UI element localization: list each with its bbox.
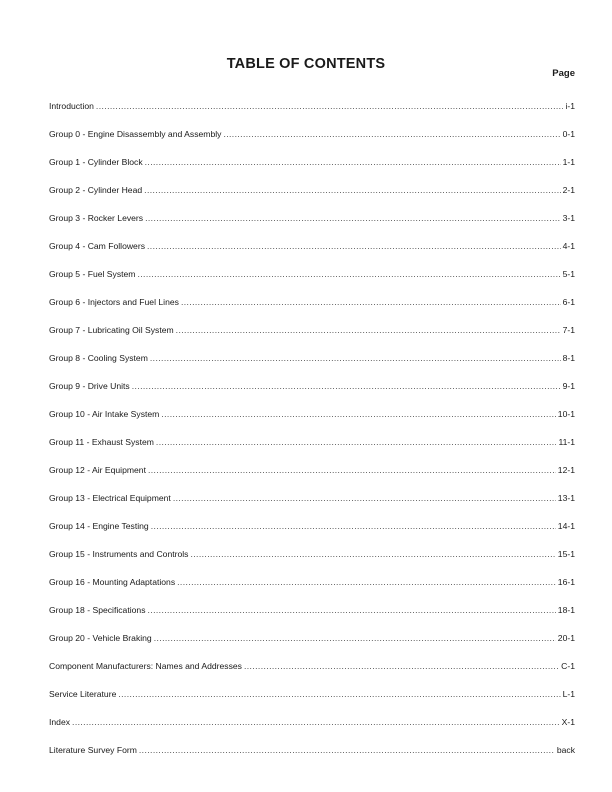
toc-entry-page: 20-1 [557, 633, 575, 643]
toc-entry-label: Group 5 - Fuel System [49, 269, 136, 279]
toc-entry-label: Group 20 - Vehicle Braking [49, 633, 152, 643]
toc-entry[interactable] [49, 251, 575, 279]
dot-leader [72, 717, 560, 727]
toc-entry[interactable] [49, 643, 575, 671]
dot-leader [132, 381, 561, 391]
toc-entry-page: L-1 [562, 689, 575, 699]
dot-leader [148, 605, 556, 615]
toc-entry[interactable] [49, 167, 575, 195]
toc-entry[interactable] [49, 447, 575, 475]
toc-entry-label: Group 16 - Mounting Adaptations [49, 577, 176, 587]
toc-entry[interactable] [49, 419, 575, 447]
toc-entry-label: Group 18 - Specifications [49, 605, 146, 615]
toc-entry-label: Group 4 - Cam Followers [49, 241, 145, 251]
dot-leader [244, 661, 559, 671]
toc-entry[interactable] [49, 671, 575, 699]
dot-leader [181, 297, 561, 307]
toc-entry[interactable] [49, 363, 575, 391]
toc-entry-label: Introduction [49, 101, 94, 111]
toc-entry-label: Group 8 - Cooling System [49, 353, 148, 363]
dot-leader [96, 101, 564, 111]
dot-leader [173, 493, 556, 503]
toc-entry-label: Group 2 - Cylinder Head [49, 185, 143, 195]
toc-entry-label: Service Literature [49, 689, 117, 699]
toc-entry[interactable] [49, 223, 575, 251]
toc-entry[interactable] [49, 279, 575, 307]
toc-entry-label: Group 6 - Injectors and Fuel Lines [49, 297, 179, 307]
toc-entry[interactable] [49, 727, 575, 755]
dot-leader [148, 465, 556, 475]
toc-entry[interactable] [49, 391, 575, 419]
toc-entry-label: Group 0 - Engine Disassembly and Assembly [49, 129, 222, 139]
toc-entry-label: Group 7 - Lubricating Oil System [49, 325, 174, 335]
toc-list [49, 83, 575, 755]
dot-leader [177, 577, 556, 587]
dot-leader [144, 185, 560, 195]
toc-entry-page: 18-1 [557, 605, 575, 615]
dot-leader [151, 521, 556, 531]
dot-leader [118, 689, 560, 699]
toc-entry-page: 14-1 [557, 521, 575, 531]
page-title: TABLE OF CONTENTS [226, 56, 386, 72]
toc-entry-page: 9-1 [562, 381, 575, 391]
toc-entry[interactable] [49, 335, 575, 363]
toc-entry-page: 0-1 [562, 129, 575, 139]
toc-entry-page: 8-1 [562, 353, 575, 363]
toc-entry-page: 4-1 [562, 241, 575, 251]
toc-entry-page: back [556, 745, 575, 755]
toc-entry-page: 15-1 [557, 549, 575, 559]
toc-entry-label: Literature Survey Form [49, 745, 137, 755]
toc-entry-page: 1-1 [562, 157, 575, 167]
toc-entry[interactable] [49, 559, 575, 587]
toc-entry-label: Group 14 - Engine Testing [49, 521, 149, 531]
page-column-header: Page [552, 68, 575, 79]
toc-entry-page: 7-1 [562, 325, 575, 335]
toc-entry-page: C-1 [561, 661, 575, 671]
dot-leader [156, 437, 557, 447]
toc-entry-label: Group 11 - Exhaust System [49, 437, 154, 447]
toc-entry-page: i-1 [565, 101, 575, 111]
toc-entry-label: Group 15 - Instruments and Controls [49, 549, 189, 559]
toc-entry-page: 12-1 [557, 465, 575, 475]
dot-leader [150, 353, 561, 363]
toc-entry-label: Index [49, 717, 71, 727]
toc-entry-label: Group 13 - Electrical Equipment [49, 493, 171, 503]
toc-entry-label: Group 9 - Drive Units [49, 381, 130, 391]
toc-entry-page: X-1 [561, 717, 575, 727]
dot-leader [145, 213, 560, 223]
dot-leader [147, 241, 561, 251]
toc-entry[interactable] [49, 531, 575, 559]
toc-entry-page: 2-1 [562, 185, 575, 195]
dot-leader [137, 269, 560, 279]
dot-leader [223, 129, 560, 139]
toc-entry-page: 3-1 [562, 213, 575, 223]
toc-entry[interactable] [49, 111, 575, 139]
toc-entry[interactable] [49, 307, 575, 335]
toc-entry[interactable] [49, 83, 575, 111]
toc-entry-page: 16-1 [557, 577, 575, 587]
toc-entry-page: 13-1 [557, 493, 575, 503]
toc-entry[interactable] [49, 503, 575, 531]
toc-entry-label: Component Manufacturers: Names and Addresses [49, 661, 242, 671]
toc-entry[interactable] [49, 139, 575, 167]
toc-entry-label: Group 3 - Rocker Levers [49, 213, 144, 223]
toc-entry[interactable] [49, 587, 575, 615]
dot-leader [139, 745, 555, 755]
toc-entry-label: Group 10 - Air Intake System [49, 409, 160, 419]
toc-entry-label: Group 12 - Air Equipment [49, 465, 146, 475]
toc-entry-page: 6-1 [562, 297, 575, 307]
toc-entry[interactable] [49, 195, 575, 223]
dot-leader [161, 409, 555, 419]
toc-entry[interactable] [49, 615, 575, 643]
toc-entry-page: 10-1 [557, 409, 575, 419]
toc-entry-label: Group 1 - Cylinder Block [49, 157, 143, 167]
toc-entry[interactable] [49, 475, 575, 503]
dot-leader [190, 549, 555, 559]
dot-leader [154, 633, 556, 643]
dot-leader [176, 325, 561, 335]
dot-leader [145, 157, 561, 167]
toc-entry-page: 11-1 [558, 437, 575, 447]
toc-entry[interactable] [49, 699, 575, 727]
toc-entry-page: 5-1 [562, 269, 575, 279]
